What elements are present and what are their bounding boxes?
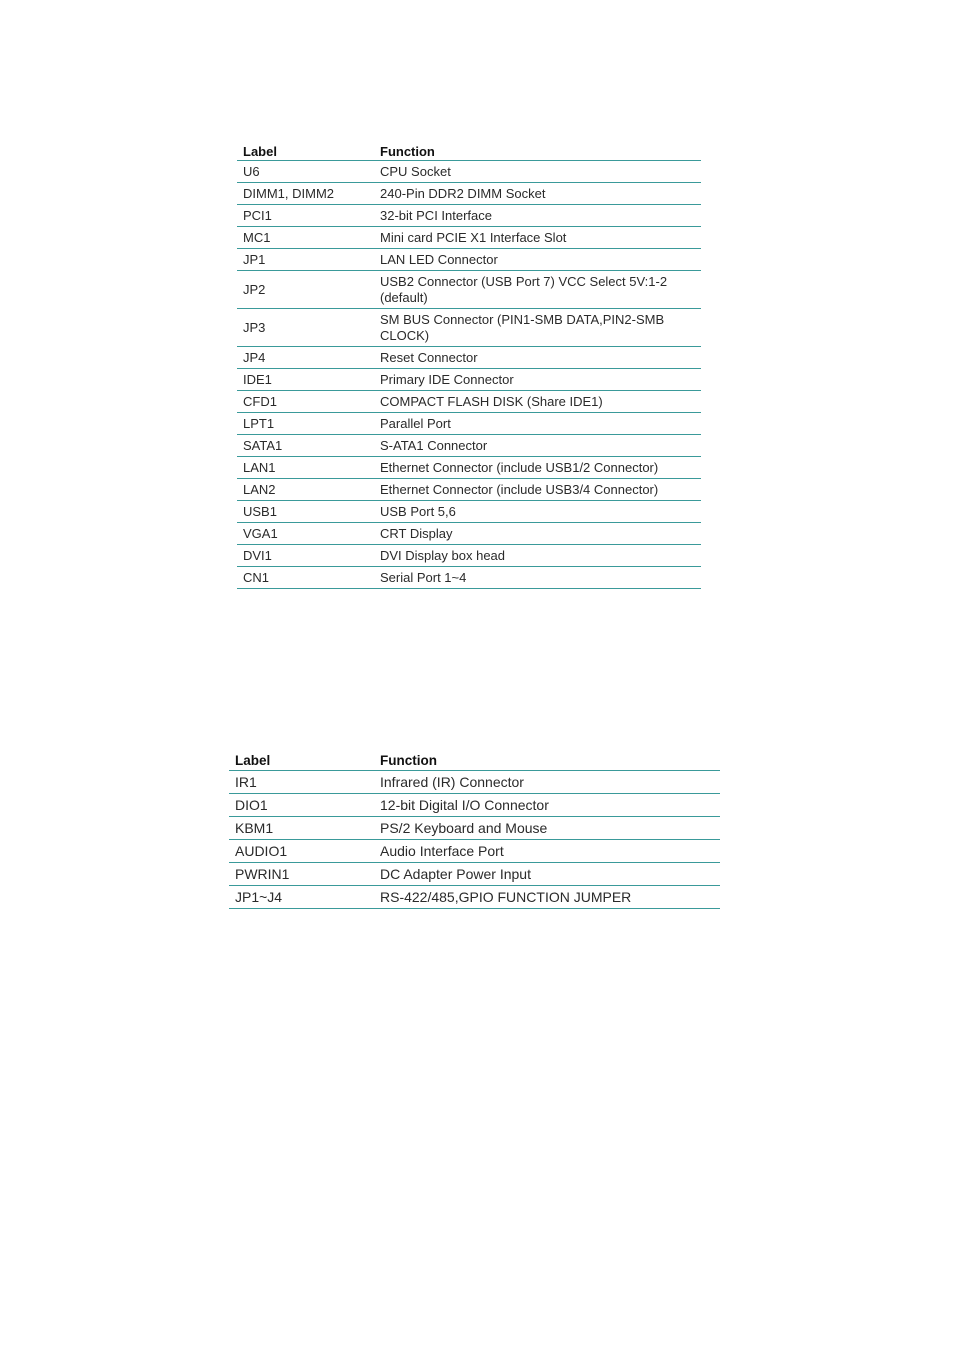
connector-table-rear-io xyxy=(229,750,720,909)
row-label: PCI1 xyxy=(237,205,374,227)
row-label: U6 xyxy=(237,161,374,183)
row-label: CFD1 xyxy=(237,391,374,413)
row-function: Infrared (IR) Connector xyxy=(374,771,720,794)
row-function: DVI Display box head xyxy=(374,545,701,567)
table-row xyxy=(237,205,701,227)
row-function: Parallel Port xyxy=(374,413,701,435)
table-row xyxy=(237,567,701,589)
table-row xyxy=(237,435,701,457)
row-function: Ethernet Connector (include USB1/2 Connector) xyxy=(374,457,701,479)
table-row xyxy=(237,347,701,369)
row-label: CN1 xyxy=(237,567,374,589)
row-label: LAN1 xyxy=(237,457,374,479)
row-function: CRT Display xyxy=(374,523,701,545)
table-row xyxy=(229,863,720,886)
table-row xyxy=(229,840,720,863)
row-function: 12-bit Digital I/O Connector xyxy=(374,794,720,817)
row-label: DVI1 xyxy=(237,545,374,567)
table-row xyxy=(229,886,720,909)
row-function: LAN LED Connector xyxy=(374,249,701,271)
column-header-label: Label xyxy=(229,750,374,771)
row-label: PWRIN1 xyxy=(229,863,374,886)
row-label: SATA1 xyxy=(237,435,374,457)
table-row xyxy=(229,794,720,817)
column-header-function: Function xyxy=(374,750,720,771)
row-function: USB Port 5,6 xyxy=(374,501,701,523)
column-header-label: Label xyxy=(237,141,374,161)
row-label: JP1 xyxy=(237,249,374,271)
table-row xyxy=(237,457,701,479)
table-row xyxy=(237,161,701,183)
table-row xyxy=(237,183,701,205)
table-row xyxy=(237,309,701,347)
row-function: Reset Connector xyxy=(374,347,701,369)
row-function: Serial Port 1~4 xyxy=(374,567,701,589)
row-label: IDE1 xyxy=(237,369,374,391)
row-label: JP3 xyxy=(237,309,374,347)
connector-table-main xyxy=(237,141,701,589)
table-row xyxy=(237,227,701,249)
column-header-function: Function xyxy=(374,141,701,161)
table-row xyxy=(237,391,701,413)
row-label: KBM1 xyxy=(229,817,374,840)
table-row xyxy=(229,771,720,794)
table-row xyxy=(237,501,701,523)
table-header-row xyxy=(237,141,701,161)
row-label: LPT1 xyxy=(237,413,374,435)
row-function: 32-bit PCI Interface xyxy=(374,205,701,227)
row-label: JP4 xyxy=(237,347,374,369)
table-row xyxy=(237,545,701,567)
row-function: Ethernet Connector (include USB3/4 Connector) xyxy=(374,479,701,501)
row-label: VGA1 xyxy=(237,523,374,545)
row-function: DC Adapter Power Input xyxy=(374,863,720,886)
row-function: S-ATA1 Connector xyxy=(374,435,701,457)
table-row xyxy=(237,413,701,435)
table-row xyxy=(237,479,701,501)
row-function: PS/2 Keyboard and Mouse xyxy=(374,817,720,840)
row-label: JP1~J4 xyxy=(229,886,374,909)
row-label: JP2 xyxy=(237,271,374,309)
table-row xyxy=(229,817,720,840)
row-function: Primary IDE Connector xyxy=(374,369,701,391)
row-function: COMPACT FLASH DISK (Share IDE1) xyxy=(374,391,701,413)
table-row xyxy=(237,271,701,309)
row-function: USB2 Connector (USB Port 7) VCC Select 5V:1-2 (default) xyxy=(374,271,701,309)
row-label: AUDIO1 xyxy=(229,840,374,863)
row-label: DIO1 xyxy=(229,794,374,817)
row-function: SM BUS Connector (PIN1-SMB DATA,PIN2-SMB CLOCK) xyxy=(374,309,701,347)
row-function: CPU Socket xyxy=(374,161,701,183)
row-label: USB1 xyxy=(237,501,374,523)
table-header-row xyxy=(229,750,720,771)
row-label: MC1 xyxy=(237,227,374,249)
row-function: Audio Interface Port xyxy=(374,840,720,863)
row-label: LAN2 xyxy=(237,479,374,501)
table-row xyxy=(237,523,701,545)
row-function: RS-422/485,GPIO FUNCTION JUMPER xyxy=(374,886,720,909)
row-function: Mini card PCIE X1 Interface Slot xyxy=(374,227,701,249)
table-row xyxy=(237,369,701,391)
table-row xyxy=(237,249,701,271)
row-function: 240-Pin DDR2 DIMM Socket xyxy=(374,183,701,205)
row-label: DIMM1, DIMM2 xyxy=(237,183,374,205)
row-label: IR1 xyxy=(229,771,374,794)
